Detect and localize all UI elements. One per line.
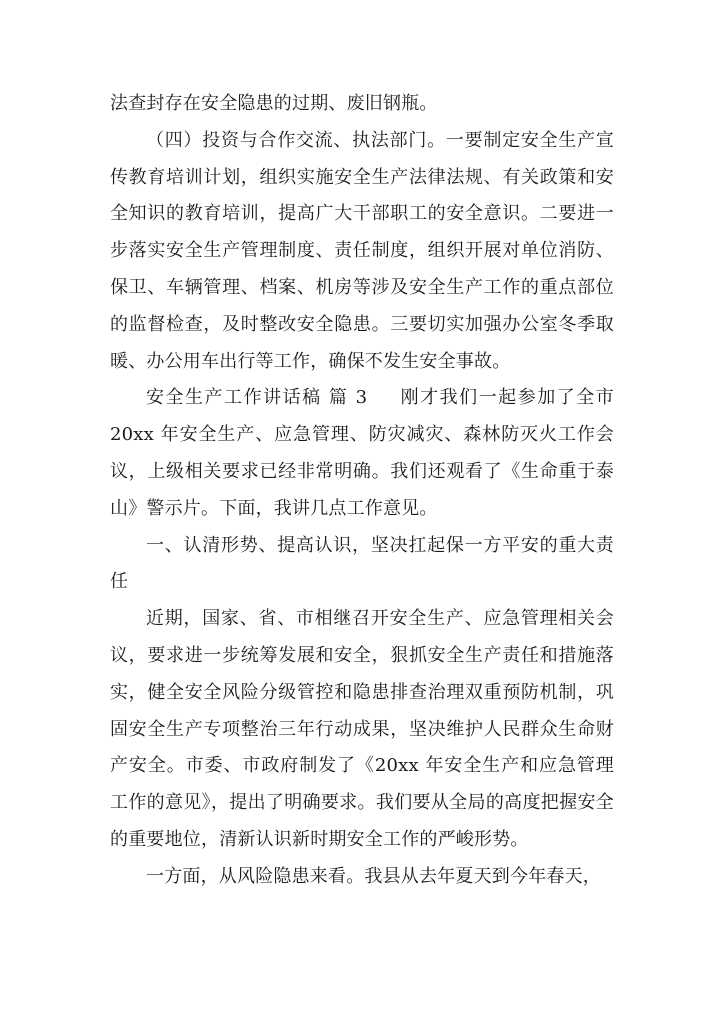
section-heading-one: 一、认清形势、提高认识，坚决扛起保一方平安的重大责任 [110, 534, 614, 593]
paragraph-risk-hazards: 一方面，从风险隐患来看。我县从去年夏天到今年春天， [146, 865, 601, 887]
speech-title: 安全生产工作讲话稿 篇 3 [146, 387, 368, 409]
document-body [110, 86, 614, 896]
paragraph-speech-intro [110, 380, 614, 527]
paragraph-continuation: 法查封存在安全隐患的过期、废旧钢瓶。 [110, 93, 438, 114]
paragraph-section-four: （四）投资与合作交流、执法部门。一要制定安全生产宣传教育培训计划，组织实施安全生产法律法规、有关政策和安全知识的教育培训，提高广大干部职工的安全意识。二要进一步落实安全生产管理制度、责任制度，组织开展对单位消防、保卫、车辆管理、档案、机房等涉及安全生产工作的重点部位的监督检查，及时整改安全隐患。三要切实加强办公室冬季取暖、办公用车出行等工作，确保不发生安全事故。 [110, 129, 614, 372]
speech-intro-text: 刚才我们一起参加了全市 20xx 年安全生产、应急管理、防灾减灾、森林防灭火工作会议，上级相关要求已经非常明确。我们还观看了《生命重于泰山》警示片。下面，我讲几点工作意见。 [110, 387, 615, 519]
paragraph-recent-meetings: 近期，国家、省、市相继召开安全生产、应急管理相关会议，要求进一步统筹发展和安全，狠抓安全生产责任和措施落实，健全安全风险分级管控和隐患排查治理双重预防机制，巩固安全生产专项整治三年行动成果，坚决维护人民群众生命财产安全。市委、市政府制发了《20xx 年安全生产和应急管理工作的意见》，提出了明确要求。我们要从全局的高度把握安全的重要地位，清新认识新时期安全工作的严峻形势。 [110, 608, 614, 850]
